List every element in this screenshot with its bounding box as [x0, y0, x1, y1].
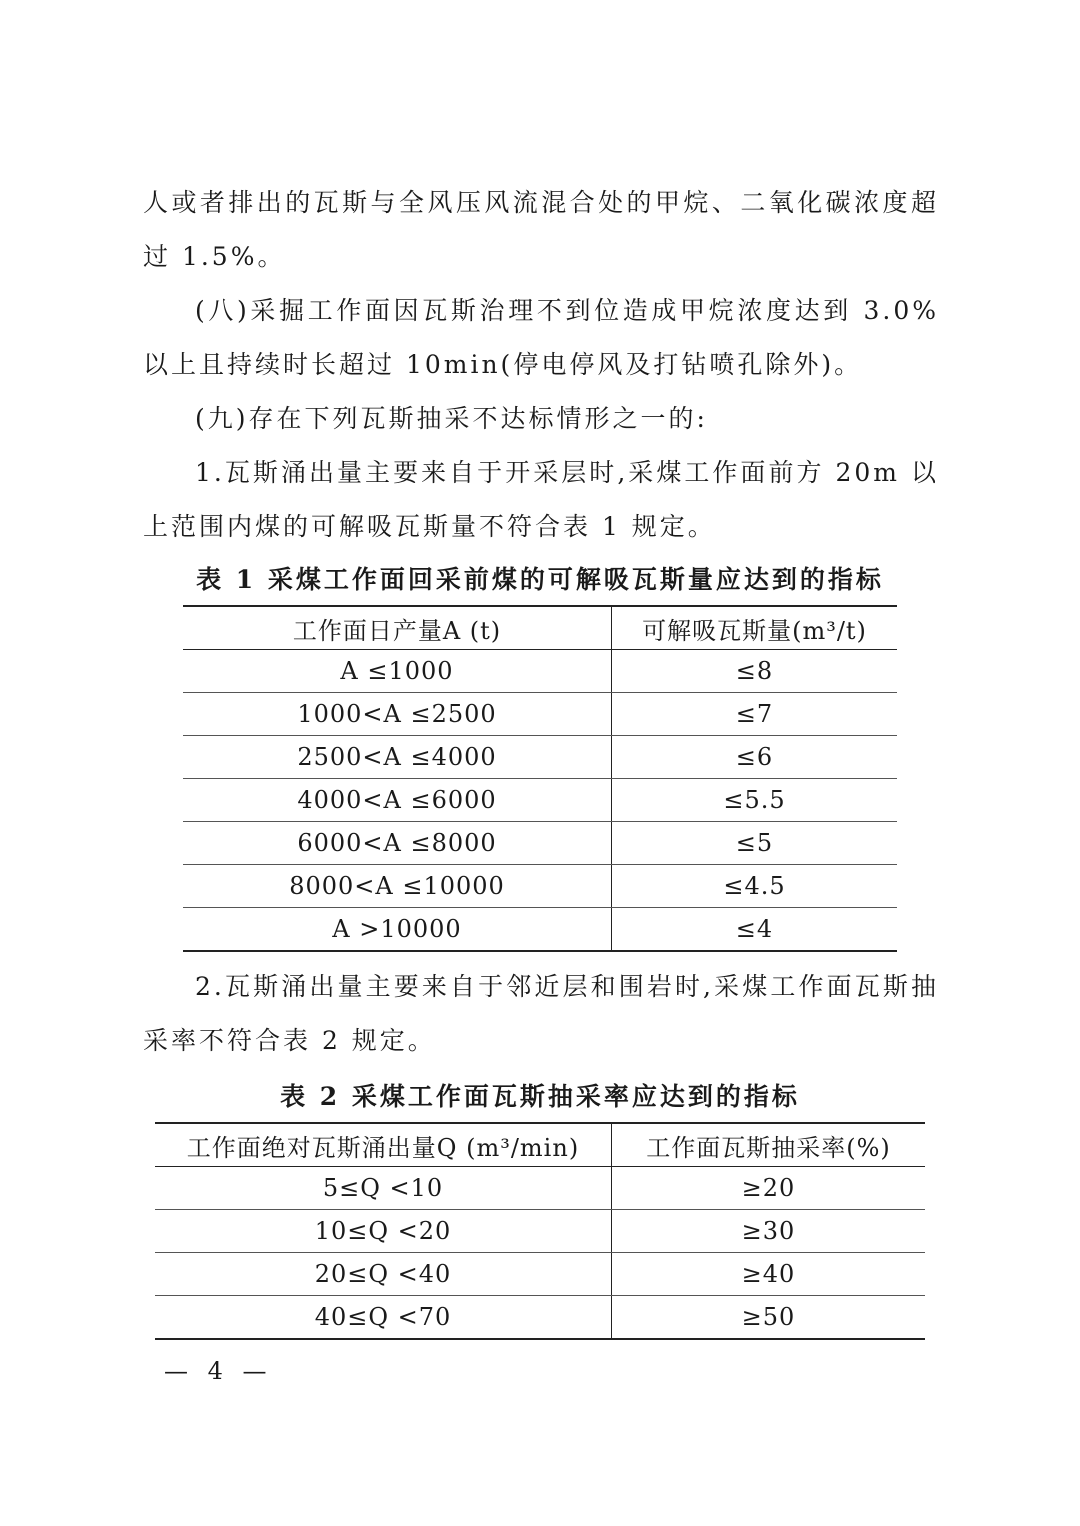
column-header: 工作面瓦斯抽采率(%) [612, 1123, 926, 1167]
table-row [155, 1210, 925, 1253]
table-cell: 40≤Q <70 [155, 1296, 612, 1340]
table-1-caption: 表 1 采煤工作面回采前煤的可解吸瓦斯量应达到的指标 [196, 565, 884, 594]
table-cell: ≤5 [612, 822, 898, 865]
table-cell: A >10000 [183, 908, 612, 952]
page-number: — 4 — [164, 1357, 273, 1385]
table-header-row [183, 606, 897, 650]
table-cell: A ≤1000 [183, 650, 612, 693]
table-2 [155, 1122, 925, 1340]
table-row [183, 736, 897, 779]
table-cell: 8000<A ≤10000 [183, 865, 612, 908]
column-header: 工作面绝对瓦斯涌出量Q (m³/min) [155, 1123, 612, 1167]
table-row [183, 822, 897, 865]
table-cell: 6000<A ≤8000 [183, 822, 612, 865]
table-row [183, 865, 897, 908]
continued-paragraph: 人或者排出的瓦斯与全风压风流混合处的甲烷、二氧化碳浓度超过 1.5%。 [143, 188, 939, 271]
table-1 [183, 605, 897, 952]
item-9-paragraph: (九)存在下列瓦斯抽采不达标情形之一的: [195, 404, 708, 433]
table-cell: 20≤Q <40 [155, 1253, 612, 1296]
table-row [183, 908, 897, 952]
table-cell: ≤6 [612, 736, 898, 779]
table-cell: ≤8 [612, 650, 898, 693]
table-cell: ≤7 [612, 693, 898, 736]
table-cell: ≥50 [612, 1296, 926, 1340]
table-header-row [155, 1123, 925, 1167]
table-cell: ≥30 [612, 1210, 926, 1253]
table-cell: ≤5.5 [612, 779, 898, 822]
sub-item-1-paragraph: 1.瓦斯涌出量主要来自于开采层时,采煤工作面前方 20m 以上范围内煤的可解吸瓦斯量不符合表 1 规定。 [143, 458, 939, 541]
table-row [155, 1296, 925, 1340]
table-row [183, 693, 897, 736]
table-cell: ≥20 [612, 1167, 926, 1210]
table-cell: 5≤Q <10 [155, 1167, 612, 1210]
table-2-caption: 表 2 采煤工作面瓦斯抽采率应达到的指标 [280, 1082, 800, 1111]
table-cell: ≥40 [612, 1253, 926, 1296]
table-row [155, 1167, 925, 1210]
table-cell: 2500<A ≤4000 [183, 736, 612, 779]
table-cell: ≤4 [612, 908, 898, 952]
table-row [155, 1253, 925, 1296]
table-cell: 4000<A ≤6000 [183, 779, 612, 822]
table-cell: 10≤Q <20 [155, 1210, 612, 1253]
item-8-paragraph: (八)采掘工作面因瓦斯治理不到位造成甲烷浓度达到 3.0%以上且持续时长超过 10min(停电停风及打钻喷孔除外)。 [143, 296, 939, 379]
table-row [183, 779, 897, 822]
table-row [183, 650, 897, 693]
column-header: 工作面日产量A (t) [183, 606, 612, 650]
sub-item-2-paragraph: 2.瓦斯涌出量主要来自于邻近层和围岩时,采煤工作面瓦斯抽采率不符合表 2 规定。 [143, 972, 939, 1055]
table-cell: ≤4.5 [612, 865, 898, 908]
table-cell: 1000<A ≤2500 [183, 693, 612, 736]
column-header: 可解吸瓦斯量(m³/t) [612, 606, 898, 650]
